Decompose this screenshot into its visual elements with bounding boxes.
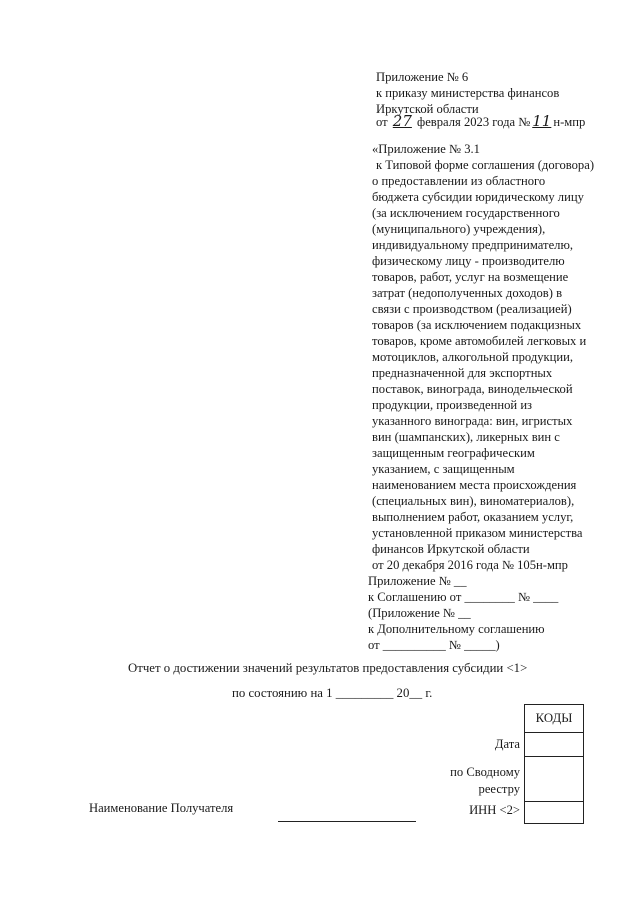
code-cell-inn[interactable] (525, 802, 584, 824)
handwritten-number: 11 (532, 112, 552, 130)
appendix-line: финансов Иркутской области (372, 542, 530, 556)
label-registry-2: реестру (478, 782, 520, 796)
appendix-line: наименованием места происхождения (372, 478, 577, 492)
report-as-of: по состоянию на 1 _________ 20__ г. (232, 686, 433, 700)
label-registry-1: по Сводному (450, 765, 520, 779)
appendix-line: связи с производством (реализацией) (372, 302, 572, 316)
agreement-line: от __________ № _____) (368, 638, 500, 652)
appendix-line: о предоставлении из областного (372, 174, 546, 188)
appendix-line: товаров (за исключением подакцизных (372, 318, 582, 332)
appendix-line: к Типовой форме соглашения (договора) (376, 158, 595, 172)
agreement-line: к Дополнительному соглашению (368, 622, 545, 636)
appendix-line: предназначенной для экспортных (372, 366, 553, 380)
codes-header: КОДЫ (525, 705, 584, 733)
appendix-line: поставок, винограда, винодельческой (372, 382, 573, 396)
date-prefix: от (376, 115, 388, 129)
header-line-2: к приказу министерства финансов (376, 86, 560, 100)
appendix-line: продукции, произведенной из (372, 398, 533, 412)
appendix-line: вин (шампанских), ликерных вин с (372, 430, 560, 444)
appendix-line: товаров, кроме автомобилей легковых и (372, 334, 587, 348)
appendix-line: указанного винограда: вин, игристых (372, 414, 573, 428)
appendix-line: товаров, работ, услуг на возмещение (372, 270, 569, 284)
number-suffix: н-мпр (553, 115, 586, 129)
agreement-line: Приложение № __ (368, 574, 467, 588)
handwritten-day: 27 (392, 112, 412, 130)
date-middle: февраля 2023 года № (417, 115, 531, 129)
appendix-line: (за исключением государственного (372, 206, 560, 220)
appendix-line: (специальных вин), виноматериалов), (372, 494, 575, 508)
appendix-line: физическому лицу - производителю (372, 254, 565, 268)
agreement-line: (Приложение № __ (368, 606, 471, 620)
appendix-line: установленной приказом министерства (372, 526, 583, 540)
appendix-line: выполнением работ, оказанием услуг, (372, 510, 574, 524)
appendix-line: указанием, с защищенным (372, 462, 515, 476)
agreement-line: к Соглашению от ________ № ____ (368, 590, 559, 604)
appendix-line: защищенным географическим (372, 446, 535, 460)
code-cell-registry[interactable] (525, 757, 584, 802)
recipient-label: Наименование Получателя (89, 801, 234, 815)
header-line-1: Приложение № 6 (376, 70, 469, 84)
appendix-line: от 20 декабря 2016 года № 105н-мпр (372, 558, 568, 572)
label-date: Дата (494, 737, 520, 751)
code-cell-date[interactable] (525, 733, 584, 757)
appendix-line: бюджета субсидии юридическому лицу (372, 190, 584, 204)
codes-table (524, 704, 584, 824)
recipient-name-line[interactable] (278, 821, 416, 822)
label-inn: ИНН <2> (469, 803, 520, 817)
header-date-line (376, 113, 585, 130)
appendix-line: затрат (недополученных доходов) в (372, 286, 563, 300)
appendix-line: (муниципального) учреждения), (372, 222, 546, 236)
appendix-line: «Приложение № 3.1 (372, 142, 480, 156)
report-title: Отчет о достижении значений результатов предоставления субсидии <1> (128, 661, 528, 675)
header-line-3: Иркутской области (376, 102, 479, 116)
appendix-line: индивидуальному предпринимателю, (372, 238, 573, 252)
appendix-line: мотоциклов, алкогольной продукции, (372, 350, 574, 364)
